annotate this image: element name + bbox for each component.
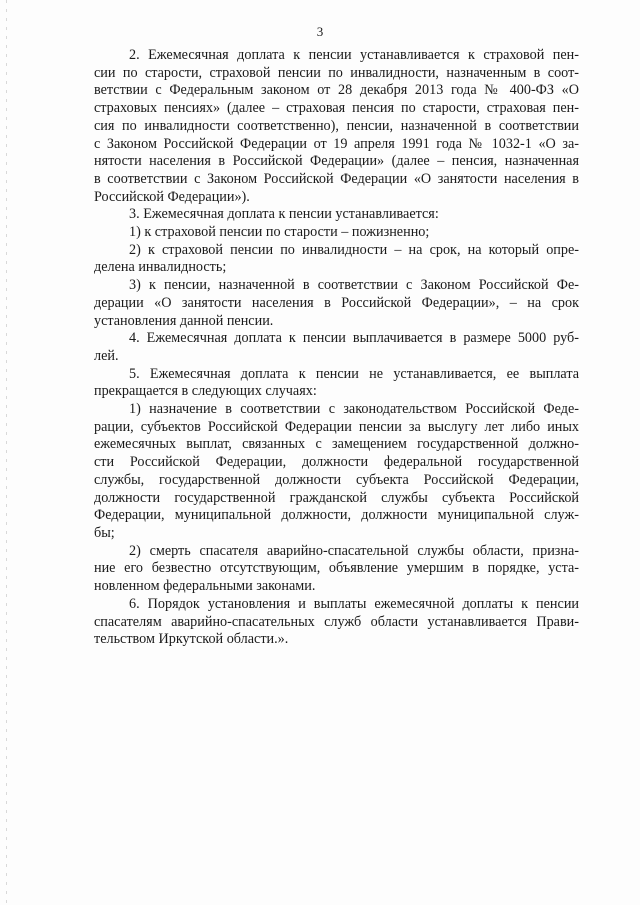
text-line: прекращается в следующих случаях: <box>94 383 317 400</box>
text-line: ежемесячных выплат, связанных с замещением государственной должно- <box>94 436 579 453</box>
paragraph-3 <box>94 206 579 224</box>
paragraph-4 <box>94 330 579 365</box>
text-line: 2. Ежемесячная доплата к пенсии устанавливается к страховой пен- <box>129 47 579 63</box>
paragraph-5-item-2 <box>94 543 579 596</box>
text-line: 1) назначение в соответствии с законодательством Российской Феде- <box>129 401 579 418</box>
text-line: 2) к страховой пенсии по инвалидности – на срок, на который опре- <box>129 241 579 258</box>
text-line: установления данной пенсии. <box>94 312 274 329</box>
text-line: сия по инвалидности соответственно), пенсии, назначенной в соответствии <box>94 117 579 134</box>
text-line: службы, государственной должности субъекта Российской Федерации, <box>94 471 579 488</box>
text-line: 3. Ежемесячная доплата к пенсии устанавливается: <box>129 206 439 223</box>
text-line: лей. <box>94 347 119 364</box>
document-body <box>94 47 579 649</box>
paragraph-2 <box>94 47 579 206</box>
paragraph-3-item-2 <box>94 242 579 277</box>
text-line: 4. Ежемесячная доплата к пенсии выплачивается в размере 5000 руб- <box>129 330 579 347</box>
text-line: должности государственной гражданской службы субъекта Российской <box>94 489 579 506</box>
text-line: тельством Иркутской области.». <box>94 631 289 648</box>
text-line: 5. Ежемесячная доплата к пенсии не устанавливается, ее выплата <box>129 365 579 382</box>
page-number: 3 <box>316 24 324 39</box>
text-line: Российской Федерации»). <box>94 188 250 205</box>
text-line: ние его безвестно отсутствующим, объявление умершим в порядке, уста- <box>94 560 579 577</box>
text-line: ветствии с Федеральным законом от 28 декабря 2013 года № 400-ФЗ «О <box>94 82 579 99</box>
text-line: 3) к пенсии, назначенной в соответствии с Законом Российской Фе- <box>129 277 579 294</box>
paragraph-5-item-1 <box>94 401 579 543</box>
text-line: делена инвалидность; <box>94 259 227 276</box>
scan-edge-artifact <box>6 0 7 905</box>
text-line: бы; <box>94 524 115 541</box>
text-line: спасателям аварийно-спасательных служб области устанавливается Прави- <box>94 613 579 630</box>
text-line: новленном федеральными законами. <box>94 578 316 595</box>
text-line: рации, субъектов Российской Федерации пенсии за выслугу лет либо иных <box>94 418 579 435</box>
text-line: 1) к страховой пенсии по старости – пожизненно; <box>129 224 430 241</box>
text-line: 6. Порядок установления и выплаты ежемесячной доплаты к пенсии <box>129 595 579 612</box>
paragraph-5 <box>94 366 579 401</box>
paragraph-3-item-1 <box>94 224 579 242</box>
text-line: с Законом Российской Федерации от 19 апреля 1991 года № 1032-1 «О за- <box>94 135 579 152</box>
text-line: нятости населения в Российской Федерации» (далее – пенсия, назначенная <box>94 153 579 170</box>
text-line: дерации «О занятости населения в Российской Федерации», – на срок <box>94 294 579 311</box>
text-line: 2) смерть спасателя аварийно-спасательной службы области, призна- <box>129 542 579 559</box>
text-line: Федерации, муниципальной должности, должности муниципальной служ- <box>94 507 579 524</box>
text-line: в соответствии с Законом Российской Федерации «О занятости населения в <box>94 170 579 187</box>
text-line: страховых пенсиях» (далее – страховая пенсия по старости, страховая пен- <box>94 100 579 117</box>
paragraph-6 <box>94 596 579 649</box>
paragraph-3-item-3 <box>94 277 579 330</box>
text-line: сии по старости, страховой пенсии по инвалидности, назначенным в соот- <box>94 64 579 81</box>
text-line: сти Российской Федерации, должности федеральной государственной <box>94 454 579 471</box>
